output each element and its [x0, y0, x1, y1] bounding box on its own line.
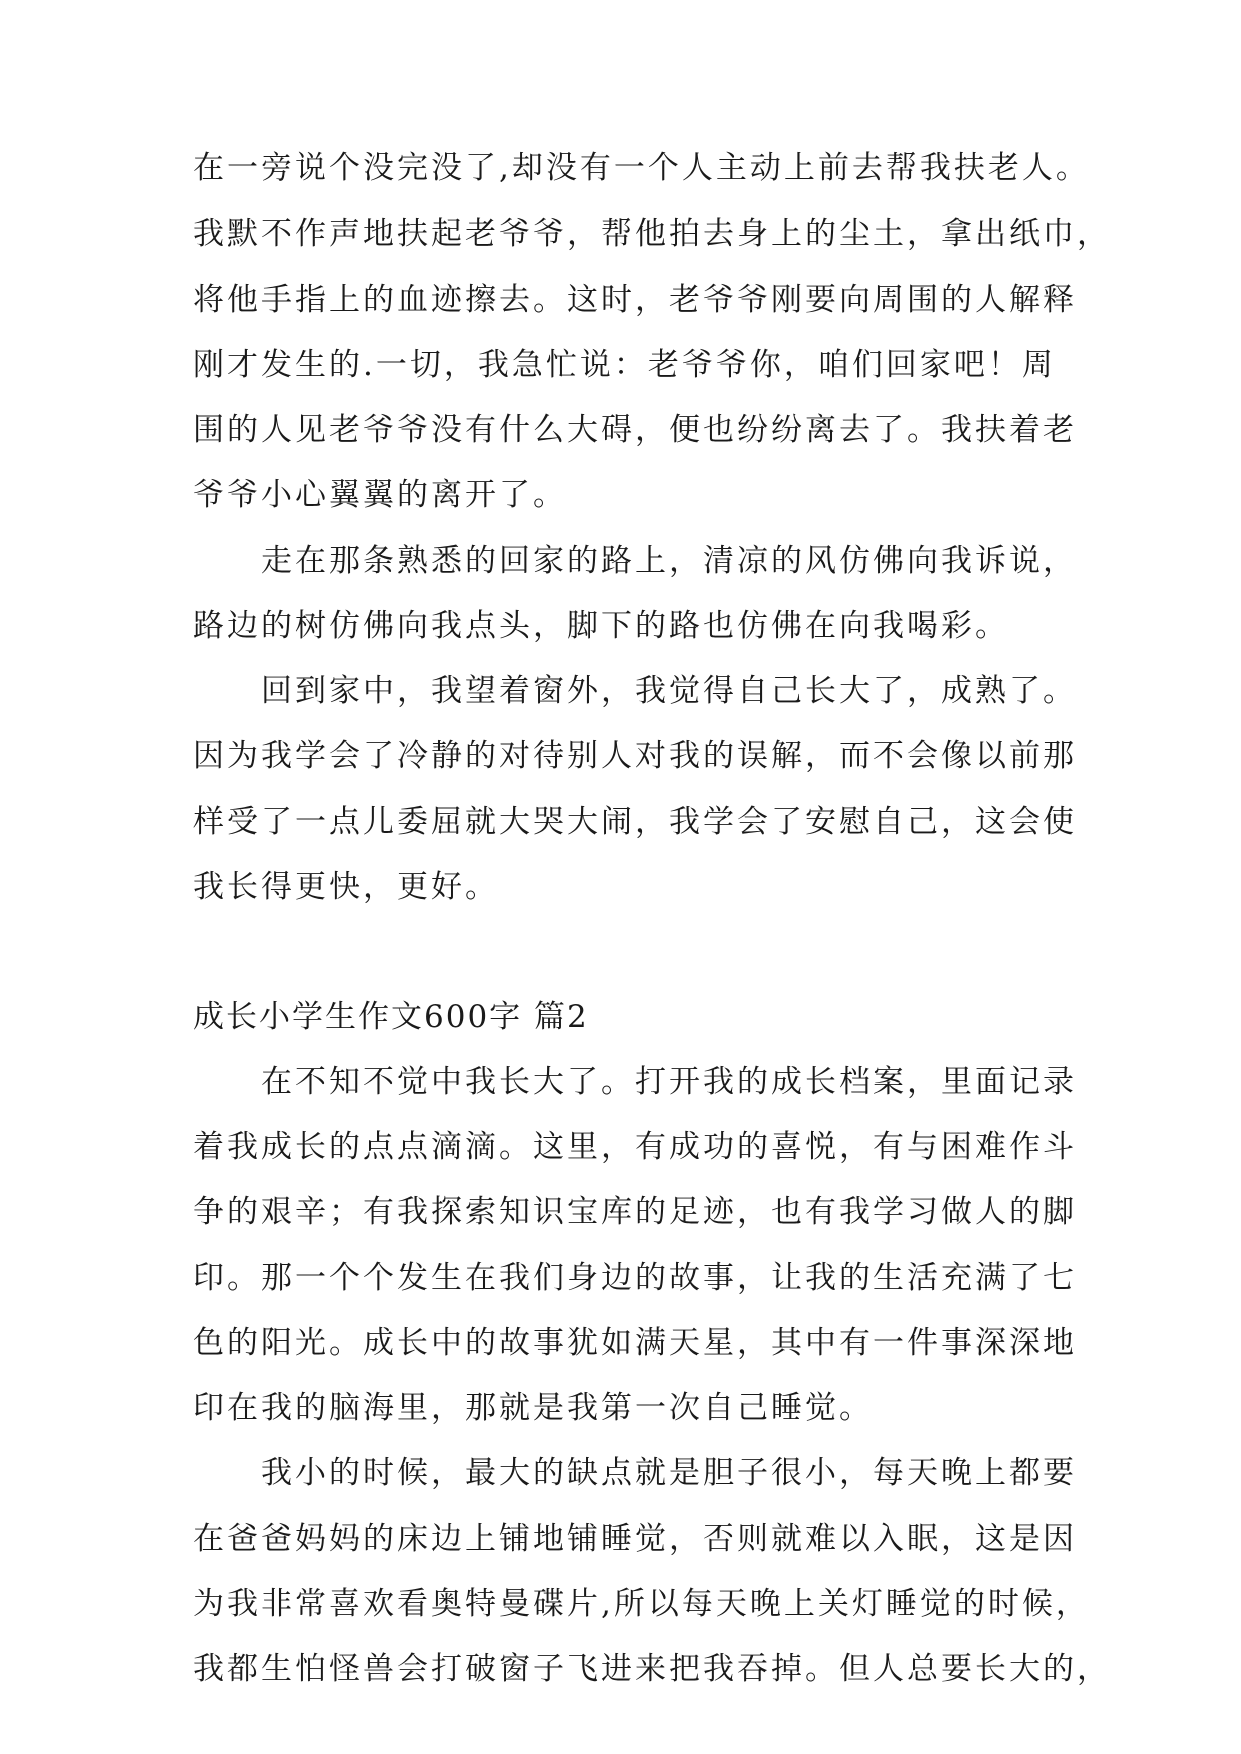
text-line: 在一旁说个没完没了,却没有一个人主动上前去帮我扶老人。	[193, 150, 1090, 186]
text-line: 将他手指上的血迹擦去。这时，老爷爷刚要向周围的人解释	[193, 282, 1077, 318]
text-line: 路边的树仿佛向我点头，脚下的路也仿佛在向我喝彩。	[193, 608, 1009, 644]
text-line: 在爸爸妈妈的床边上铺地铺睡觉，否则就难以入眠，这是因	[193, 1521, 1077, 1557]
text-line: 样受了一点儿委屈就大哭大闹，我学会了安慰自己，这会使	[193, 804, 1077, 840]
text-line: 为我非常喜欢看奥特曼碟片,所以每天晚上关灯睡觉的时候，	[193, 1586, 1090, 1622]
text-line: 印。那一个个发生在我们身边的故事，让我的生活充满了七	[193, 1260, 1077, 1296]
text-line: 色的阳光。成长中的故事犹如满天星，其中有一件事深深地	[193, 1325, 1077, 1361]
text-line: 围的人见老爷爷没有什么大碍，便也纷纷离去了。我扶着老	[193, 412, 1077, 448]
text-line: 印在我的脑海里，那就是我第一次自己睡觉。	[193, 1390, 873, 1426]
text-line: 走在那条熟悉的回家的路上，清凉的风仿佛向我诉说，	[193, 543, 1077, 579]
text-line: 争的艰辛；有我探索知识宝库的足迹，也有我学习做人的脚	[193, 1194, 1077, 1230]
text-line: 刚才发生的.一切，我急忙说：老爷爷你，咱们回家吧！周	[193, 347, 1056, 383]
text-line: 我长得更快，更好。	[193, 869, 499, 905]
text-line: 在不知不觉中我长大了。打开我的成长档案，里面记录	[193, 1064, 1077, 1100]
text-line: 因为我学会了冷静的对待别人对我的误解，而不会像以前那	[193, 738, 1077, 774]
text-line: 我小的时候，最大的缺点就是胆子很小，每天晚上都要	[193, 1455, 1077, 1491]
text-line: 我默不作声地扶起老爷爷，帮他拍去身上的尘土，拿出纸巾，	[193, 216, 1111, 252]
text-line: 我都生怕怪兽会打破窗子飞进来把我吞掉。但人总要长大的，	[193, 1651, 1111, 1687]
text-line: 回到家中，我望着窗外，我觉得自己长大了，成熟了。	[193, 673, 1077, 709]
text-line: 爷爷小心翼翼的离开了。	[193, 477, 567, 513]
section-heading: 成长小学生作文600字 篇2	[193, 999, 589, 1035]
text-line: 着我成长的点点滴滴。这里，有成功的喜悦，有与困难作斗	[193, 1129, 1077, 1165]
